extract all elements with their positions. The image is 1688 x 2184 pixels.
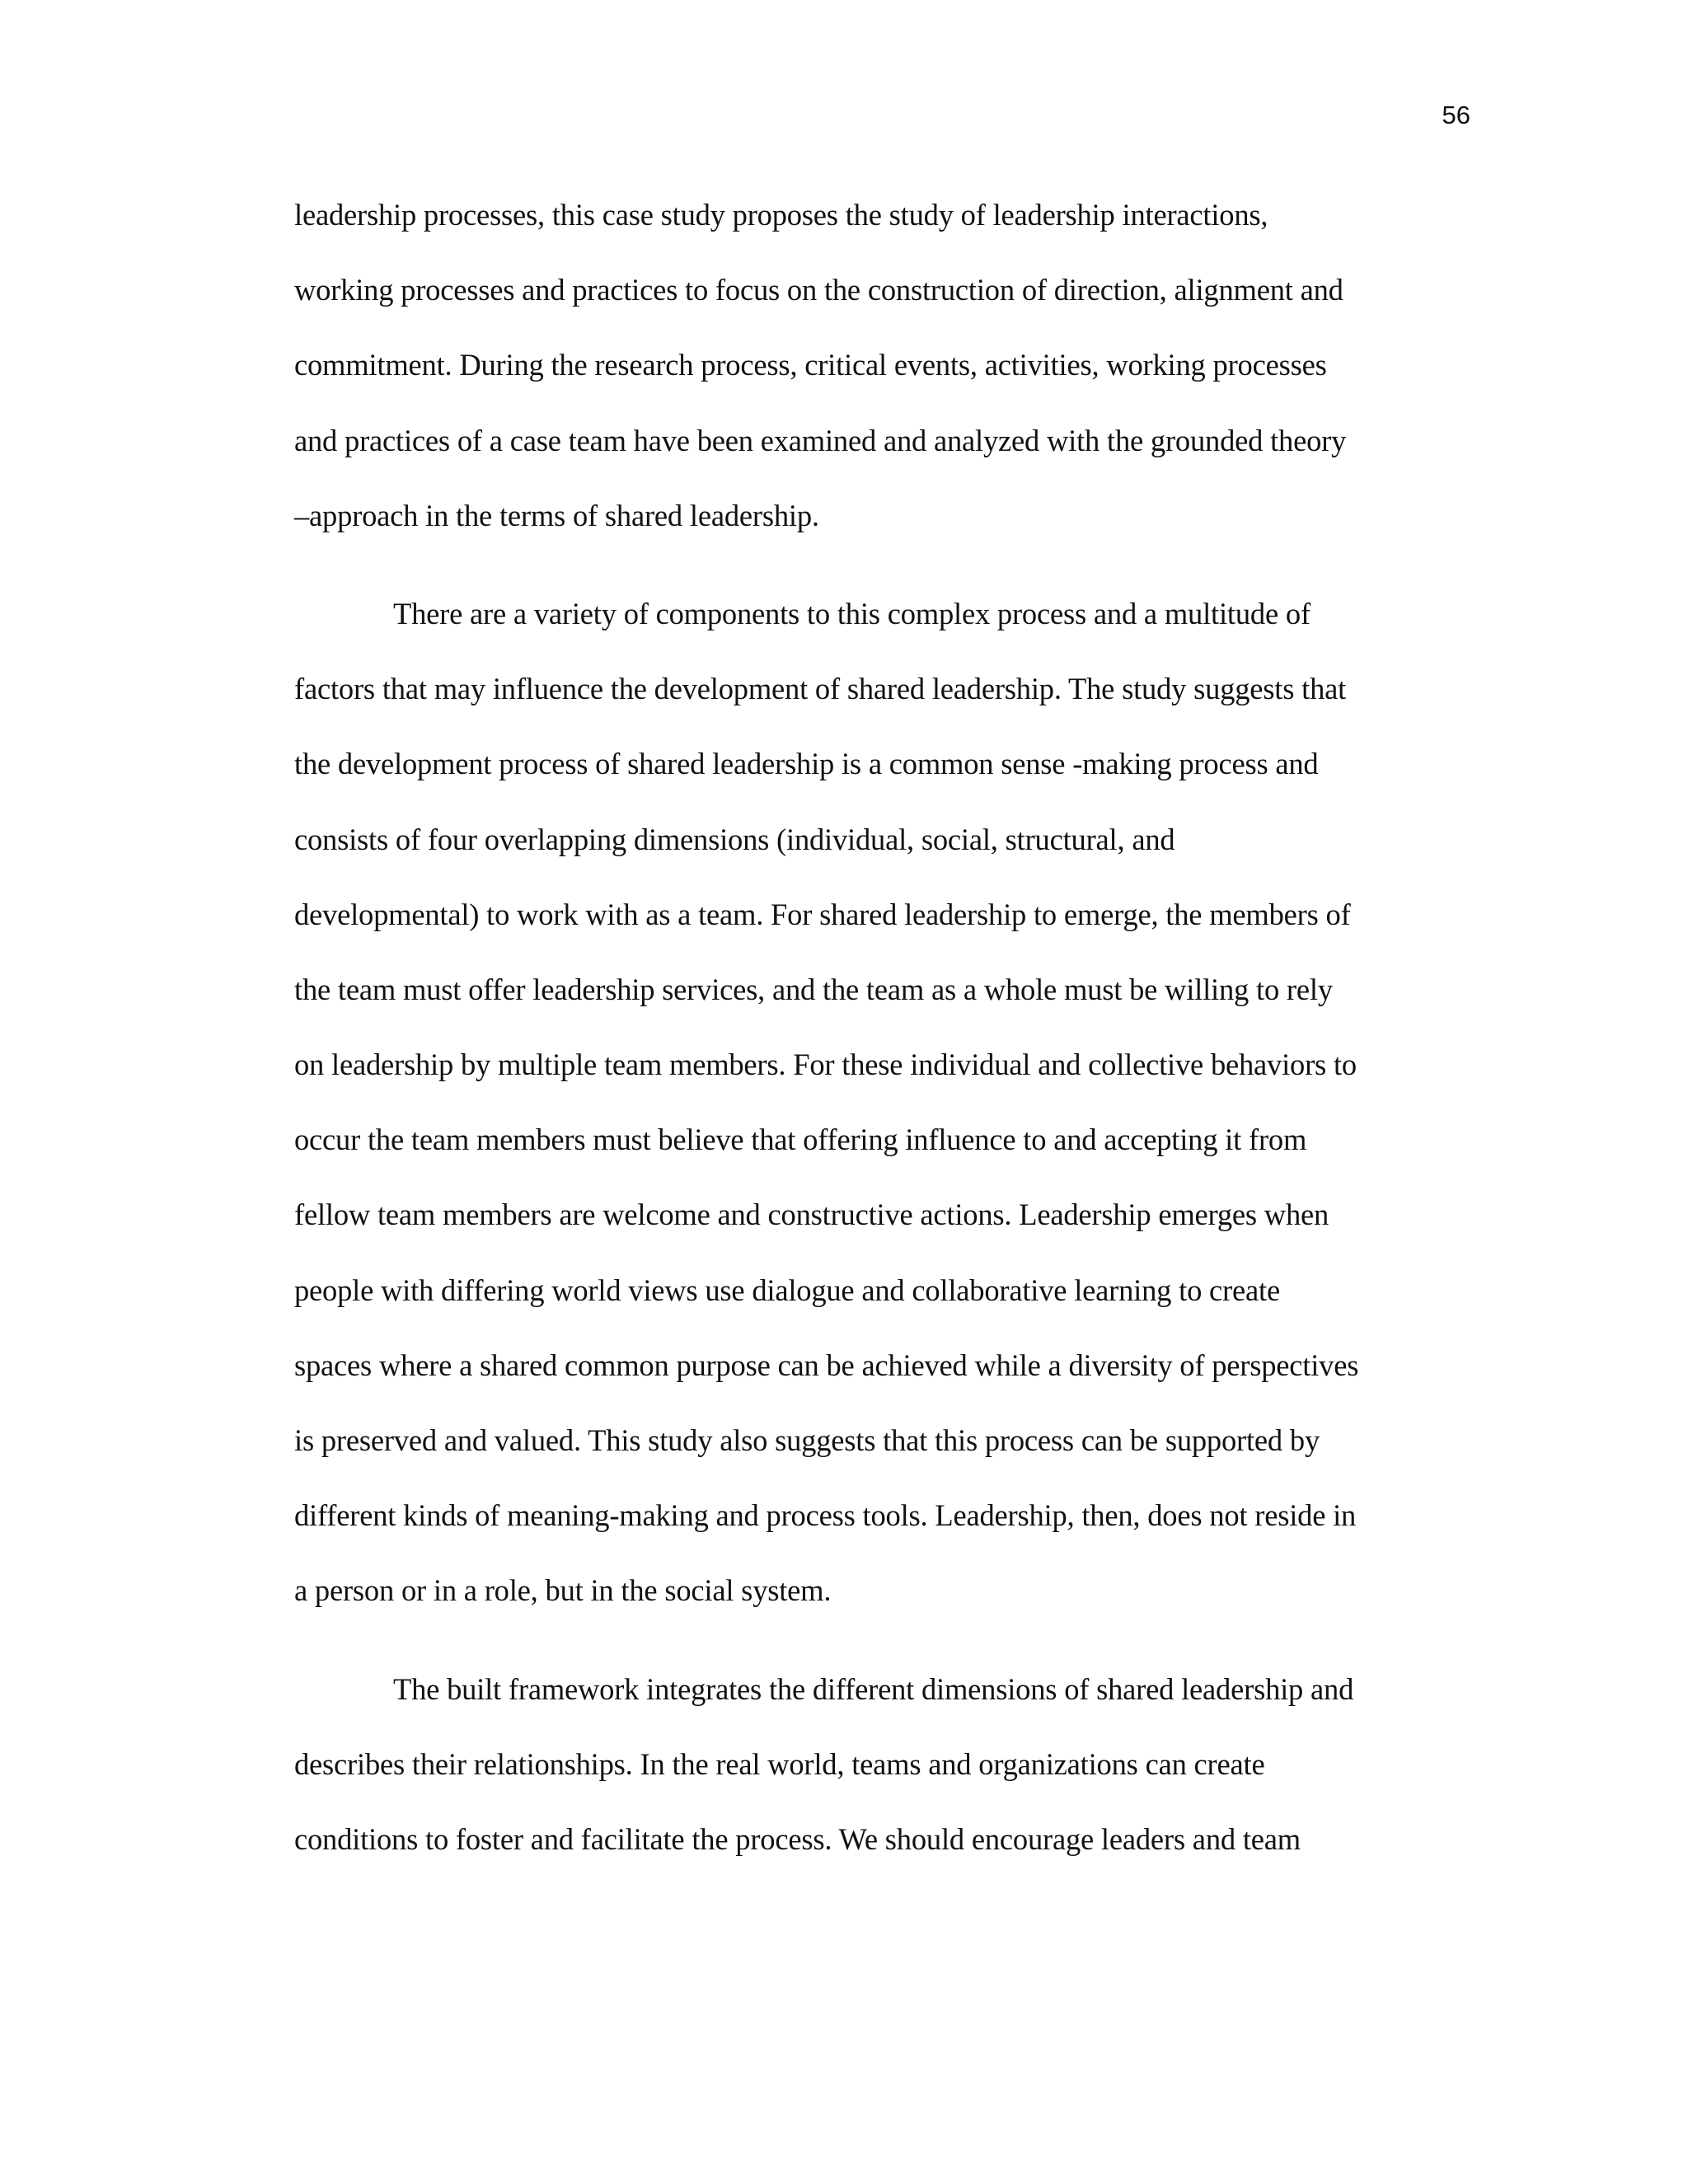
text-line: factors that may influence the development of shared leadership. The study suggests that [294,672,1347,706]
text-line: people with differing world views use dialogue and collaborative learning to create [294,1272,1280,1307]
text-line: and practices of a case team have been examined and analyzed with the grounded theory [294,423,1347,457]
text-line: fellow team members are welcome and constructive actions. Leadership emerges when [294,1197,1329,1232]
text-line: the development process of shared leadership is a common sense -making process and [294,747,1319,781]
text-line: conditions to foster and facilitate the process. We should encourage leaders and team [294,1821,1301,1856]
text-line: on leadership by multiple team members. For these individual and collective behaviors to [294,1047,1357,1082]
text-line: working processes and practices to focus on the construction of direction, alignment and [294,273,1343,307]
paragraph-spacer [294,566,1465,589]
text-line: describes their relationships. In the real world, teams and organizations can create [294,1746,1265,1781]
text-line: consists of four overlapping dimensions (individual, social, structural, and [294,822,1175,856]
body-text [294,190,1465,1890]
text-line: leadership processes, this case study proposes the study of leadership interactions, [294,198,1268,232]
page-number: 56 [1442,101,1470,129]
paragraph-1 [294,190,1465,566]
text-line: The built framework integrates the different dimensions of shared leadership and [393,1671,1354,1706]
text-line: is preserved and valued. This study also suggests that this process can be supported by [294,1423,1320,1457]
text-line: developmental) to work with as a team. For shared leadership to emerge, the members of [294,897,1351,931]
paragraph-spacer [294,1642,1465,1665]
text-line: the team must offer leadership services, and the team as a whole must be willing to rely [294,972,1333,1006]
text-line: There are a variety of components to this complex process and a multitude of [393,596,1311,630]
paragraph-2 [294,589,1465,1642]
text-line: commitment. During the research process, critical events, activities, working processes [294,348,1327,382]
text-line: different kinds of meaning-making and process tools. Leadership, then, does not reside in [294,1498,1357,1533]
text-line: –approach in the terms of shared leadership. [294,498,819,532]
paragraph-3 [294,1665,1465,1891]
text-line: a person or in a role, but in the social system. [294,1573,832,1608]
text-line: occur the team members must believe that offering influence to and accepting it from [294,1122,1307,1157]
text-line: spaces where a shared common purpose can be achieved while a diversity of perspectives [294,1347,1359,1382]
